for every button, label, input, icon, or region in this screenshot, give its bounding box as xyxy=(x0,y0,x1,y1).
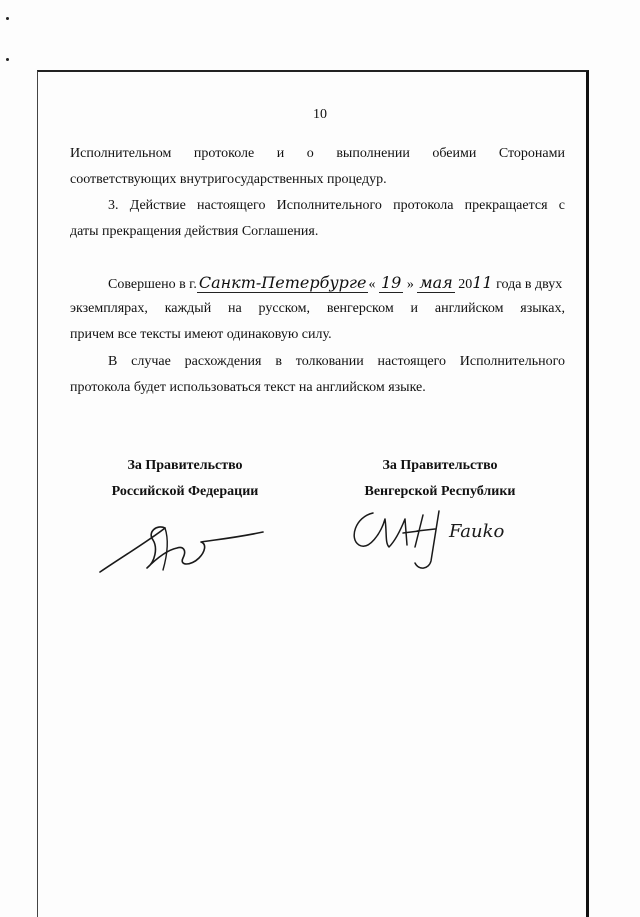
copies-text: года в двух xyxy=(496,277,563,292)
hungary-signatory-line-2: Венгерской Республики xyxy=(364,484,516,499)
year-printed: 20 xyxy=(458,277,473,292)
russia-signatory-line-2: Российской Федерации xyxy=(111,484,259,499)
paragraph-2-line-2: даты прекращения действия Соглашения. xyxy=(70,224,319,239)
done-in-text: Совершено в г. xyxy=(108,277,197,292)
handwritten-day: 19 xyxy=(380,273,402,292)
paragraph-3-line-1 xyxy=(70,270,565,298)
paragraph-2-line-1: 3. Действие настоящего Исполнительного протокола прекращается с xyxy=(108,198,565,213)
paragraph-1-line-2: соответствующих внутригосударственных процедур. xyxy=(70,172,387,187)
paragraph-1-line-1: Исполнительном протоколе и о выполнении обеими Сторонами xyxy=(70,146,565,161)
scan-mark xyxy=(6,17,9,20)
russia-signatory-line-1: За Правительство xyxy=(127,458,243,473)
paragraph-4-line-1: В случае расхождения в толковании настоящего Исполнительного xyxy=(108,354,565,369)
russia-signature xyxy=(95,510,275,580)
signature-handwriting: Fauko xyxy=(449,521,505,542)
paragraph-4-line-2: протокола будет использоваться текст на английском языке. xyxy=(70,380,426,395)
paragraph-3-line-3: причем все тексты имеют одинаковую силу. xyxy=(70,327,332,342)
russia-signatory-block xyxy=(90,453,280,505)
hungary-signatory-block xyxy=(340,453,540,505)
scan-mark xyxy=(6,58,9,61)
hungary-signatory-line-1: За Правительство xyxy=(382,458,498,473)
quote-close: » xyxy=(406,277,414,292)
handwritten-year: 11 xyxy=(472,273,493,292)
handwritten-month: мая xyxy=(419,273,453,292)
hungary-signature xyxy=(345,505,545,575)
handwritten-city: Санкт-Петербурге xyxy=(198,273,367,292)
page-number: 10 xyxy=(313,107,327,122)
quote-open: « xyxy=(368,277,376,292)
paragraph-3-line-2: экземплярах, каждый на русском, венгерском и английском языках, xyxy=(70,301,565,316)
